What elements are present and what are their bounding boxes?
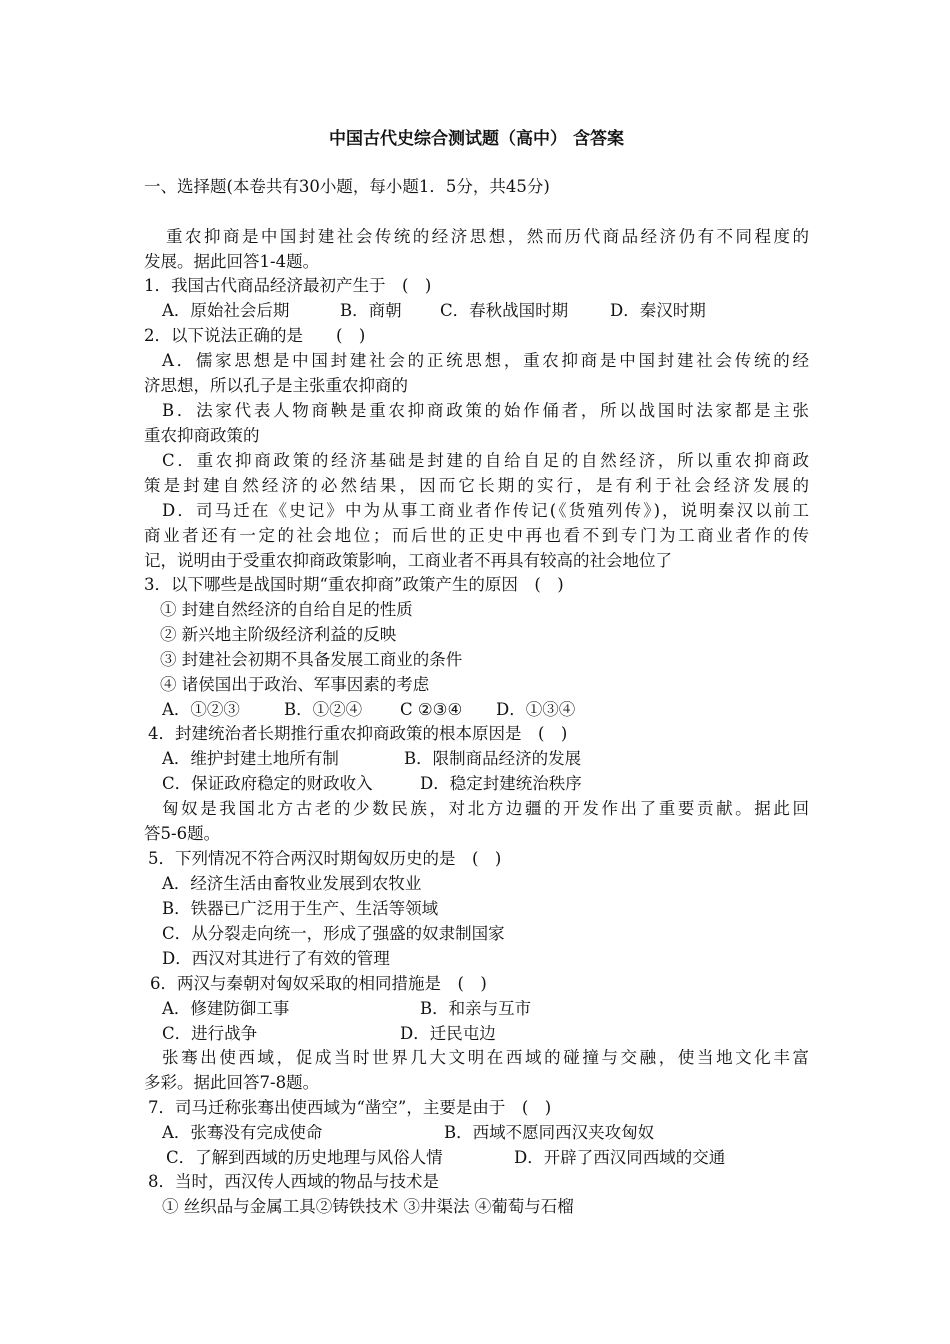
q1-option-d: D．秦汉时期 — [610, 301, 706, 320]
question-4-stem: 4．封建统治者长期推行重农抑商政策的根本原因是 ( ) — [148, 724, 568, 743]
q3-option-a: A．①②③ — [162, 700, 240, 719]
q4-option-a: A．维护封建土地所有制 — [162, 749, 339, 768]
q2-option-d-line-3: 记，说明由于受重农抑商政策影响，工商业者不再具有较高的社会地位了 — [144, 551, 672, 570]
q6-option-a: A．修建防御工事 — [162, 999, 290, 1018]
q2-option-c-line-1: C．重农抑商政策的经济基础是封建的自给自足的自然经济，所以重农抑商政 — [162, 451, 809, 470]
q2-option-d-line-1: D．司马迁在《史记》中为从事工商业者作传记(《货殖列传》)，说明秦汉以前工 — [162, 501, 809, 520]
q4-option-b: B．限制商品经济的发展 — [404, 749, 582, 768]
question-3-stem: 3．以下哪些是战国时期“重农抑商”政策产生的原因 ( ) — [144, 575, 564, 594]
q5-option-b: B．铁器已广泛用于生产、生活等领域 — [162, 899, 439, 918]
passage-1-line-1: 重农抑商是中国封建社会传统的经济思想，然而历代商品经济仍有不同程度的 — [166, 227, 809, 246]
q2-option-b-line-1: B．法家代表人物商鞅是重农抑商政策的始作俑者，所以战国时法家都是主张 — [162, 401, 809, 420]
q7-option-c: C．了解到西域的历史地理与风俗人情 — [166, 1148, 443, 1167]
q2-option-a-line-2: 济思想，所以孔子是主张重农抑商的 — [144, 376, 408, 395]
document-title: 中国古代史综合测试题（高中） 含答案 — [329, 129, 624, 149]
q6-option-c: C．进行战争 — [162, 1024, 258, 1043]
passage-3-line-2: 多彩。据此回答7-8题。 — [144, 1073, 320, 1092]
q1-option-b: B．商朝 — [340, 301, 402, 320]
question-6-stem: 6．两汉与秦朝对匈奴采取的相同措施是 ( ) — [150, 974, 487, 993]
q6-option-d: D．迁民屯边 — [400, 1024, 496, 1043]
q6-option-b: B．和亲与互市 — [420, 999, 532, 1018]
question-1-stem: 1．我国古代商品经济最初产生于 ( ) — [144, 276, 432, 295]
q4-option-d: D．稳定封建统治秩序 — [420, 774, 582, 793]
question-2-stem: 2．以下说法正确的是 ( ) — [144, 326, 366, 345]
question-8-stem: 8．当时，西汉传人西域的物品与技术是 — [148, 1172, 439, 1191]
q5-option-c: C．从分裂走向统一，形成了强盛的奴隶制国家 — [162, 924, 505, 943]
q7-option-d: D．开辟了西汉同西域的交通 — [514, 1148, 726, 1167]
question-7-stem: 7．司马迁称张骞出使西域为“凿空”，主要是由于 ( ) — [148, 1098, 552, 1117]
passage-2-line-2: 答5-6题。 — [144, 824, 221, 843]
q2-option-d-line-2: 商业者还有一定的社会地位；而后世的正史中再也看不到专门为工商业者作的传 — [144, 526, 809, 545]
q2-option-c-line-2: 策是封建自然经济的必然结果，因而它长期的实行，是有利于社会经济发展的 — [144, 476, 809, 495]
q4-option-c: C．保证政府稳定的财政收入 — [162, 774, 373, 793]
q3-item-3: ③ 封建社会初期不具备发展工商业的条件 — [160, 650, 463, 669]
q3-option-c: C ②③④ — [400, 700, 463, 719]
passage-3-line-1: 张骞出使西域，促成当时世界几大文明在西域的碰撞与交融，使当地文化丰富 — [162, 1048, 809, 1067]
q3-item-2: ② 新兴地主阶级经济利益的反映 — [160, 625, 397, 644]
q8-items: ① 丝织品与金属工具②铸铁技术 ③井渠法 ④葡萄与石榴 — [162, 1197, 574, 1216]
q3-option-d: D．①③④ — [496, 700, 576, 719]
q2-option-a-line-1: A．儒家思想是中国封建社会的正统思想，重农抑商是中国封建社会传统的经 — [162, 351, 809, 370]
q3-item-1: ① 封建自然经济的自给自足的性质 — [160, 600, 413, 619]
q5-option-d: D．西汉对其进行了有效的管理 — [162, 949, 390, 968]
q7-option-b: B．西域不愿同西汉夹攻匈奴 — [444, 1123, 655, 1142]
passage-2-line-1: 匈奴是我国北方古老的少数民族，对北方边疆的开发作出了重要贡献。据此回 — [162, 799, 809, 818]
passage-1-line-2: 发展。据此回答1-4题。 — [144, 252, 320, 271]
question-5-stem: 5．下列情况不符合两汉时期匈奴历史的是 ( ) — [148, 849, 502, 868]
q3-item-4: ④ 诸侯国出于政治、军事因素的考虑 — [160, 675, 430, 694]
q7-option-a: A．张骞没有完成使命 — [162, 1123, 323, 1142]
q5-option-a: A．经济生活由畜牧业发展到农牧业 — [162, 874, 422, 893]
q1-option-a: A．原始社会后期 — [162, 301, 290, 320]
q3-option-b: B．①②④ — [284, 700, 363, 719]
q1-option-c: C．春秋战国时期 — [440, 301, 569, 320]
q2-option-b-line-2: 重农抑商政策的 — [144, 426, 260, 445]
section-heading: 一、选择题(本卷共有30小题，每小题1．5分，共45分) — [144, 177, 550, 196]
